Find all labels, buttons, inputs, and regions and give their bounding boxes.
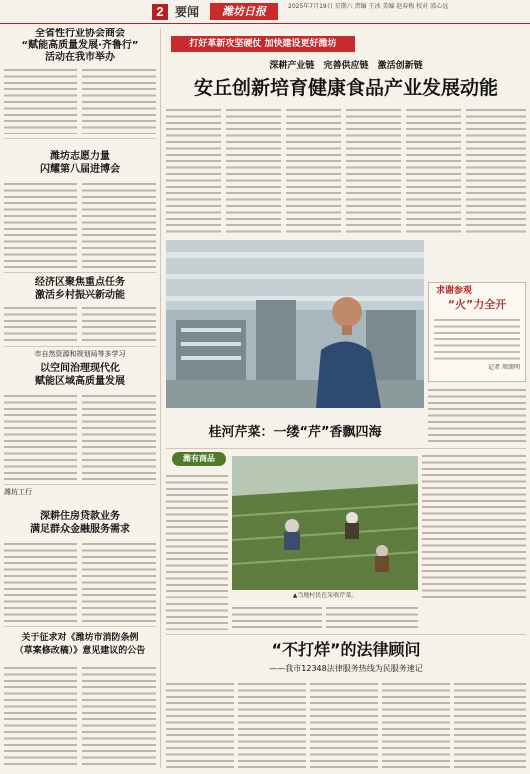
article-title-5: 深耕住房贷款业务 满足群众金融服务需求 <box>30 511 130 535</box>
feature-label-text: 潍有商品 <box>183 454 215 463</box>
worker-photo <box>166 240 424 408</box>
photo-story-title: 桂河芹菜：一缕“芹”香飘四海 <box>208 425 382 440</box>
section-name: 要闻 <box>175 5 200 19</box>
article-title-1: 全省性行业协会商会 “赋能高质量发展·齐鲁行” 活动在我市举办 <box>21 28 139 63</box>
article-title-3: 经济区聚焦重点任务 激活乡村振兴新动能 <box>35 277 125 301</box>
newspaper-logo: 潍坊日报 <box>210 3 278 20</box>
column-name: 求谢参观 <box>436 286 473 296</box>
article-title-4: 以空间治理现代化 赋能区域高质量发展 <box>35 363 125 387</box>
bottom-title: “不打烊”的法律顾问 <box>271 640 421 659</box>
column-title: “火”力全开 <box>447 298 507 311</box>
celery-photo <box>232 456 418 590</box>
page-number: 2 <box>152 4 168 20</box>
lead-kicker: 深耕产业链 完善供应链 激活创新链 <box>269 61 423 71</box>
article-title-6: 关于征求对《潍坊市消防条例 （草案修改稿）》意见建议的公告 <box>14 633 146 656</box>
column-author: 记者 周颂明 <box>488 364 520 371</box>
date-line: 2025年7月19日 星期六 责编 王冰 美编 赵春梅 校对 邵心远 <box>288 3 449 10</box>
campaign-banner: 打好革新攻坚硬仗 加快建设更好潍坊 <box>171 36 355 52</box>
bottom-subtitle: ——我市12348法律服务热线为民服务速记 <box>269 664 423 673</box>
article-kicker-5: 潍坊工行 <box>4 488 32 496</box>
article-kicker-4: 市自然资源和规划局等多学习 <box>34 350 126 358</box>
masthead <box>0 0 530 24</box>
article-title-2: 潍坊志愿力量 闪耀第八届进博会 <box>40 151 120 175</box>
lead-title: 安丘创新培育健康食品产业发展动能 <box>193 77 498 99</box>
photo-caption: ▲当地村民在采收芹菜。 <box>292 592 358 599</box>
